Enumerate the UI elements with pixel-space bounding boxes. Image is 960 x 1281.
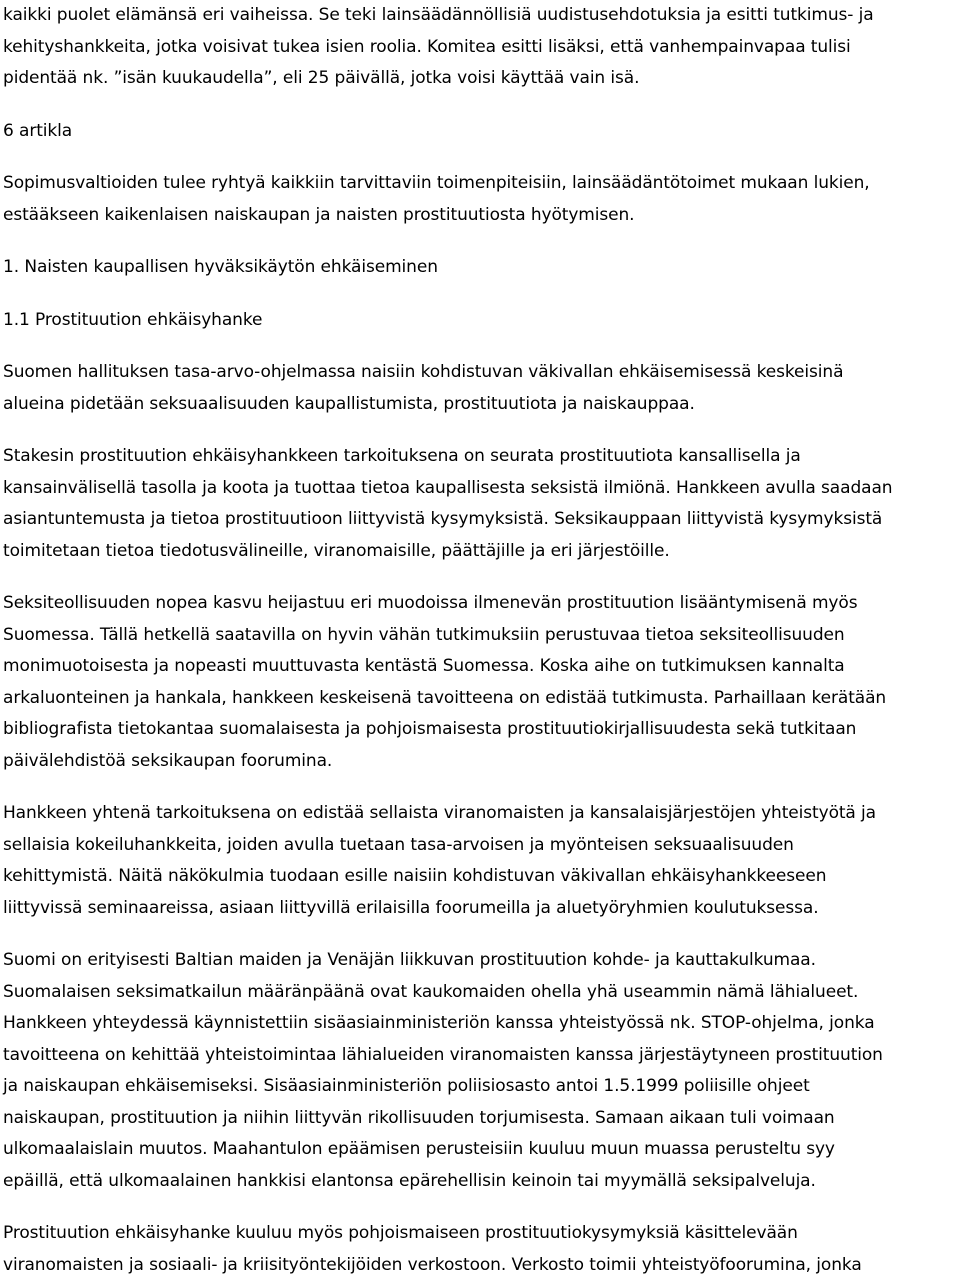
text-line: Seksiteollisuuden nopea kasvu heijastuu eri muodoissa ilmenevän prostituution lisääntymisenä myös [3,588,957,620]
heading-line: 1. Naisten kaupallisen hyväksikäytön ehkäiseminen [3,252,957,284]
paragraph [3,441,957,567]
paragraph [3,1218,957,1281]
section-heading [3,252,957,284]
text-line: arkaluonteinen ja hankala, hankkeen keskeisenä tavoitteena on edistää tutkimusta. Parhaillaan kerätään [3,683,957,715]
paragraph [3,798,957,924]
heading-line: 1.1 Prostituution ehkäisyhanke [3,305,957,337]
text-line: Hankkeen yhtenä tarkoituksena on edistää sellaista viranomaisten ja kansalaisjärjestöjen yhteistyötä ja [3,798,957,830]
text-line: Suomen hallituksen tasa-arvo-ohjelmassa naisiin kohdistuvan väkivallan ehkäisemisessä keskeisinä [3,357,957,389]
text-line: liittyvissä seminaareissa, asiaan liittyvillä erilaisilla foorumeilla ja aluetyöryhmien koulutuksessa. [3,893,957,925]
paragraph [3,168,957,231]
text-line: Suomi on erityisesti Baltian maiden ja Venäjän liikkuvan prostituution kohde- ja kauttakulkumaa. [3,945,957,977]
paragraph [3,588,957,777]
text-line: viranomaisten ja sosiaali- ja kriisityöntekijöiden verkostoon. Verkosto toimii yhteistyöfoorumina, jonka [3,1250,957,1281]
text-line: Hankkeen yhteydessä käynnistettiin sisäasiainministeriön kanssa yhteistyössä nk. STOP-ohjelma, jonka [3,1008,957,1040]
text-line: pidentää nk. ”isän kuukaudella”, eli 25 päivällä, jotka voisi käyttää vain isä. [3,63,957,95]
text-line: monimuotoisesta ja nopeasti muuttuvasta kentästä Suomessa. Koska aihe on tutkimuksen kannalta [3,651,957,683]
paragraph [3,357,957,420]
text-line: Stakesin prostituution ehkäisyhankkeen tarkoituksena on seurata prostituutiota kansallisella ja [3,441,957,473]
text-line: sellaisia kokeiluhankkeita, joiden avulla tuetaan tasa-arvoisen ja myönteisen seksuaalisuuden [3,830,957,862]
document-page [3,0,957,1281]
text-line: Suomalaisen seksimatkailun määränpäänä ovat kaukomaiden ohella yhä useammin nämä lähialueet. [3,977,957,1009]
text-line: ja naiskaupan ehkäisemiseksi. Sisäasiainministeriön poliisiosasto antoi 1.5.1999 poliisille ohjeet [3,1071,957,1103]
text-line: estääkseen kaikenlaisen naiskaupan ja naisten prostituutiosta hyötymisen. [3,200,957,232]
paragraph [3,945,957,1197]
text-line: bibliografista tietokantaa suomalaisesta ja pohjoismaisesta prostituutiokirjallisuudesta sekä tutkitaan [3,714,957,746]
text-line: kaikki puolet elämänsä eri vaiheissa. Se teki lainsäädännöllisiä uudistusehdotuksia ja esitti tutkimus- ja [3,0,957,32]
text-line: Prostituution ehkäisyhanke kuuluu myös pohjoismaiseen prostituutiokysymyksiä käsittelevään [3,1218,957,1250]
text-line: alueina pidetään seksuaalisuuden kaupallistumista, prostituutiota ja naiskauppaa. [3,389,957,421]
article-heading [3,116,957,148]
text-line: kehittymistä. Näitä näkökulmia tuodaan esille naisiin kohdistuvan väkivallan ehkäisyhankkeeseen [3,861,957,893]
text-line: toimitetaan tietoa tiedotusvälineille, viranomaisille, päättäjille ja eri järjestöille. [3,536,957,568]
text-line: kansainvälisellä tasolla ja koota ja tuottaa tietoa kaupallisesta seksistä ilmiönä. Hankkeen avulla saadaan [3,473,957,505]
paragraph [3,0,957,95]
text-line: kehityshankkeita, jotka voisivat tukea isien roolia. Komitea esitti lisäksi, että vanhempainvapaa tulisi [3,32,957,64]
text-line: asiantuntemusta ja tietoa prostituutioon liittyvistä kysymyksistä. Seksikauppaan liittyvistä kysymyksistä [3,504,957,536]
subsection-heading [3,305,957,337]
heading-line: 6 artikla [3,116,957,148]
text-line: tavoitteena on kehittää yhteistoimintaa lähialueiden viranomaisten kanssa järjestäytyneen prostituution [3,1040,957,1072]
text-line: päivälehdistöä seksikaupan foorumina. [3,746,957,778]
text-line: Sopimusvaltioiden tulee ryhtyä kaikkiin tarvittaviin toimenpiteisiin, lainsäädäntötoimet mukaan lukien, [3,168,957,200]
text-line: ulkomaalaislain muutos. Maahantulon epäämisen perusteisiin kuuluu muun muassa perusteltu syy [3,1134,957,1166]
text-line: epäillä, että ulkomaalainen hankkisi elantonsa epärehellisin keinoin tai myymällä seksipalveluja. [3,1166,957,1198]
text-line: Suomessa. Tällä hetkellä saatavilla on hyvin vähän tutkimuksiin perustuvaa tietoa seksiteollisuuden [3,620,957,652]
text-line: naiskaupan, prostituution ja niihin liittyvän rikollisuuden torjumisesta. Samaan aikaan tuli voimaan [3,1103,957,1135]
